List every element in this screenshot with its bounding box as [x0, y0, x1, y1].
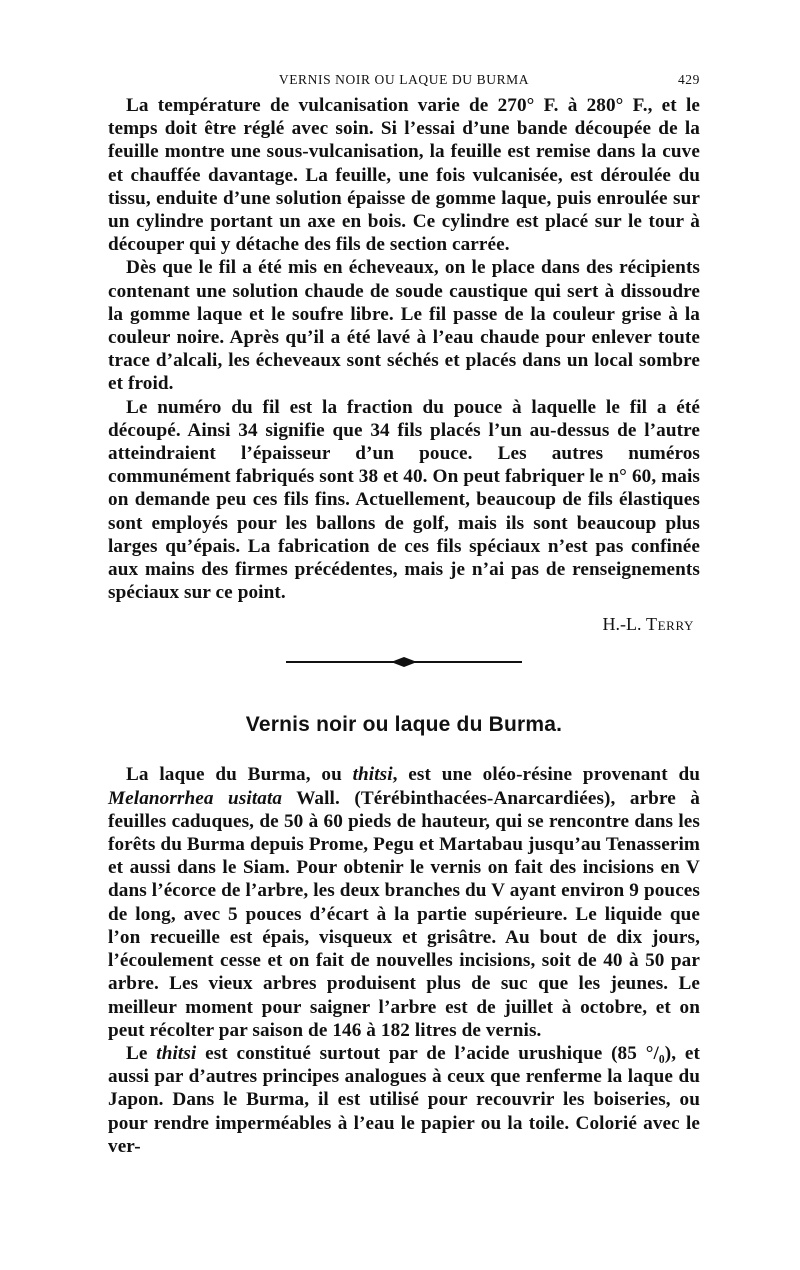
- author-initials: H.-L.: [602, 614, 642, 635]
- page-number: 429: [677, 72, 700, 87]
- paragraph: Dès que le fil a été mis en écheveaux, on le place dans des récipients contenant une solution chaude de soude caustique qui sert à dissoudre la gomme laque et le soufre libre. Le fil passe de la couleur grise à la couleur noire. Après qu’il a été lavé à l’eau chaude pour enlever toute trace d’alcali, les écheveaux sont séchés et placés dans un local sombre et froid.: [108, 257, 700, 395]
- running-title: VERNIS NOIR OU LAQUE DU BURMA: [278, 72, 530, 87]
- italic-species: Melanorrhea usitata: [108, 787, 283, 809]
- paragraph: La laque du Burma, ou thitsi, est une oléo-résine provenant du Melanorrhea usitata Wall. (Térébinthacées-Anarcardiées), arbre à feuilles caduques, de 50 à 60 pieds de hauteur, qui se rencontre dans les forêts du Burma depuis Prome, Pegu et Martabau jusqu’au Tenasserim et aussi dans le Siam. Pour obtenir le vernis on fait des incisions en V dans l’écorce de l’arbre, les deux branches du V ayant environ 9 pouces de long, avec 5 pouces d’écart à la partie supérieure. Le liquide que l’on recueille est épais, visqueux et grisâtre. Au bout de dix jours, l’écoulement cesse et on fait de nouvelles incisions, soit de 40 à 50 par arbre. Les vieux arbres produisent plus de suc que les jeunes. Le meilleur moment pour saigner l’arbre est de juillet à octobre, et on peut récolter par saison de 146 à 182 litres de vernis.: [108, 764, 700, 1041]
- section-separator: [286, 657, 522, 667]
- paragraph: Le thitsi est constitué surtout par de l’acide urushique (85 °/₀), et aussi par d’autres principes analogues à ceux que renferme la laque du Japon. Dans le Burma, il est utilisé pour recouvrir les boiseries, ou pour rendre imperméables à l’eau le papier ou la toile. Colorié avec le ver-: [108, 1042, 700, 1157]
- article-burma-lacquer: [108, 763, 700, 1157]
- paragraph: La température de vulcanisation varie de 270° F. à 280° F., et le temps doit être réglé avec soin. Si l’essai d’une bande découpée de la feuille montre une sous-vulcanisation, la feuille est remise dans la cuve et chauffée davantage. La feuille, une fois vulcanisée, est déroulée du tissu, enduite d’une solution épaisse de gomme laque, puis enroulée sur un cylindre portant un axe en bois. Ce cylindre est placé sur le tour à découper qui y détache des fils de section carrée.: [108, 95, 700, 256]
- section-title: Vernis noir ou laque du Burma.: [245, 713, 563, 737]
- running-head: [108, 72, 700, 94]
- italic-term: thitsi: [352, 764, 393, 786]
- page: [108, 72, 700, 1158]
- article-rubber-thread: [108, 94, 700, 635]
- author-surname: Terry: [646, 614, 694, 635]
- italic-term: thitsi: [156, 1042, 197, 1064]
- author-signature: [108, 614, 700, 635]
- paragraph: Le numéro du fil est la fraction du pouce à laquelle le fil a été découpé. Ainsi 34 signifie que 34 fils placés l’un au-dessus de l’autre atteindraient l’épaisseur d’un pouce. Les autres numéros communément fabriqués sont 38 et 40. On peut fabriquer le n° 60, mais on demande peu ces fils fins. Actuellement, beaucoup de fils élastiques sont employés pour les ballons de golf, mais ils sont beaucoup plus larges qu’épais. La fabrication de ces fils spéciaux n’est pas confinée aux mains des firmes précédentes, mais je n’ai pas de renseignements spéciaux sur ce point.: [108, 396, 700, 604]
- separator-diamond-icon: [391, 657, 417, 667]
